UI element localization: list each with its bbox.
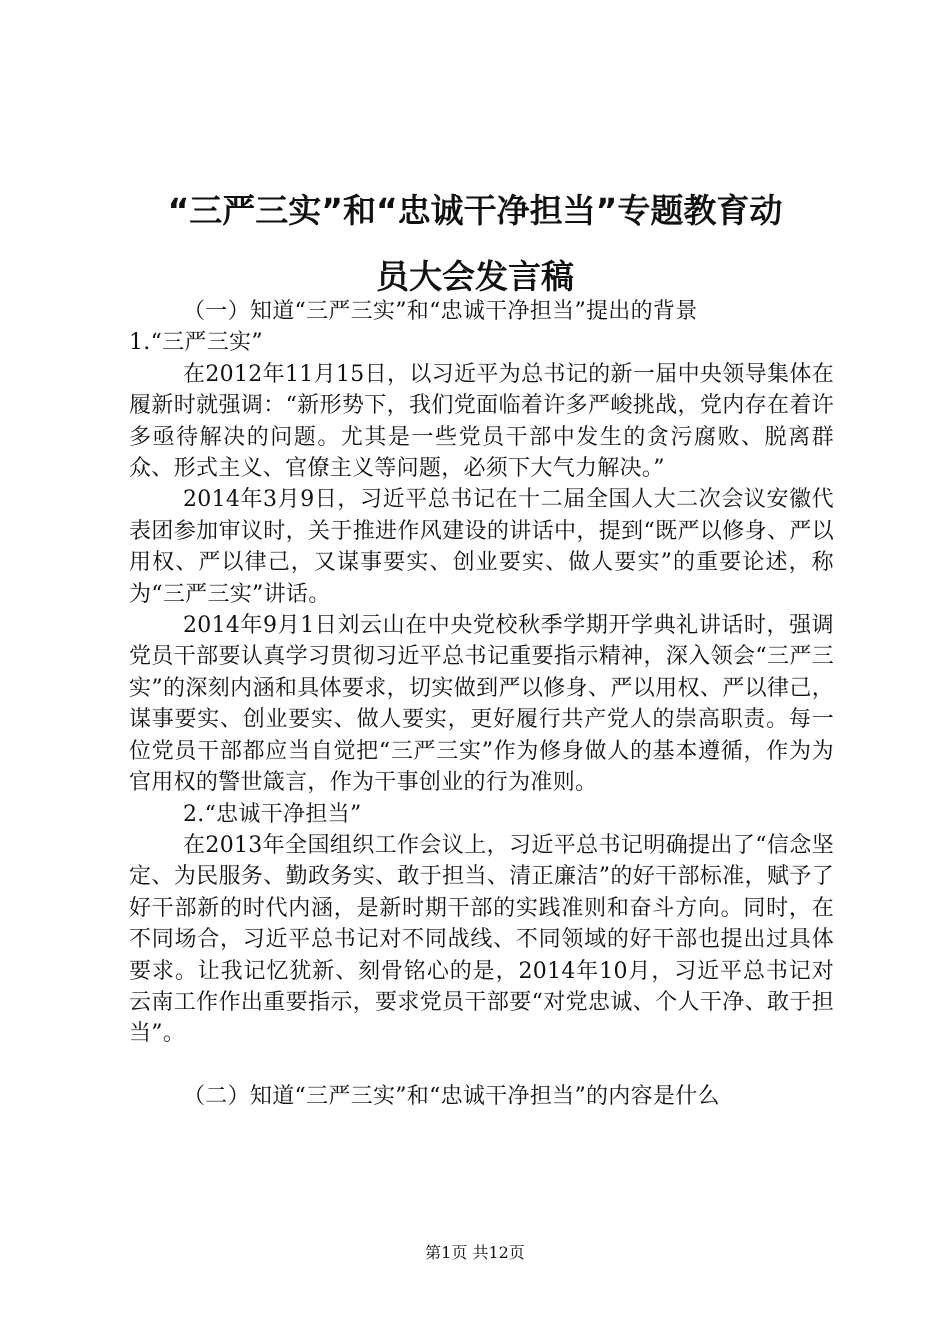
paragraph: 在2013年全国组织工作会议上，习近平总书记明确提出了“信念坚定、为民服务、勤政务实、敢于担当、清正廉洁”的好干部标准，赋予了好干部新的时代内涵，是新时期干部的实践准则和奋斗方向。同时，在不同场合，习近平总书记对不同战线、不同领域的好干部也提出过具体要求。让我记忆犹新、刻骨铭心的是，2014年10月，习近平总书记对云南工作作出重要指示，要求党员干部要“对党忠诚、个人干净、敢于担当”。	[129, 832, 834, 1047]
document-title	[60, 178, 890, 310]
title-line-2: 员大会发言稿	[376, 257, 574, 296]
page-footer: 第1页 共12页	[425, 1243, 525, 1262]
subheading-zhongcheng: 2.“忠诚干净担当”	[183, 801, 362, 827]
document-body	[129, 296, 834, 1112]
section-heading-1: （一）知道“三严三实”和“忠诚干净担当”提出的背景	[183, 299, 698, 324]
paragraph-spacer	[129, 1050, 834, 1081]
paragraph: 2014年9月1日刘云山在中央党校秋季学期开学典礼讲话时，强调党员干部要认真学习贯彻习近平总书记重要指示精神，深入领会“三严三实”的深刻内涵和具体要求，切实做到严以修身、严以用权、严以律己，谋事要实、创业要实、做人要实，更好履行共产党人的崇高职责。每一位党员干部都应当自觉把“三严三实”作为修身做人的基本遵循，作为为官用权的警世箴言，作为干事创业的行为准则。	[129, 613, 834, 796]
subheading-sanyan-sanshi: 1.“三严三实”	[129, 330, 263, 356]
paragraph: 2014年3月9日，习近平总书记在十二届全国人大二次会议安徽代表团参加审议时，关于推进作风建设的讲话中，提到“既严以修身、严以用权、严以律己，又谋事要实、创业要实、做人要实”的重要论述，称为“三严三实”讲话。	[129, 487, 834, 607]
title-line-1: “三严三实”和“忠诚干净担当”专题教育动	[167, 191, 783, 230]
section-heading-2: （二）知道“三严三实”和“忠诚干净担当”的内容是什么	[183, 1083, 720, 1109]
paragraph: 在2012年11月15日，以习近平为总书记的新一届中央领导集体在履新时就强调：“新形势下，我们党面临着许多严峻挑战，党内存在着许多亟待解决的问题。尤其是一些党员干部中发生的贪污腐败、脱离群众、形式主义、官僚主义等问题，必须下大气力解决。”	[129, 361, 834, 482]
